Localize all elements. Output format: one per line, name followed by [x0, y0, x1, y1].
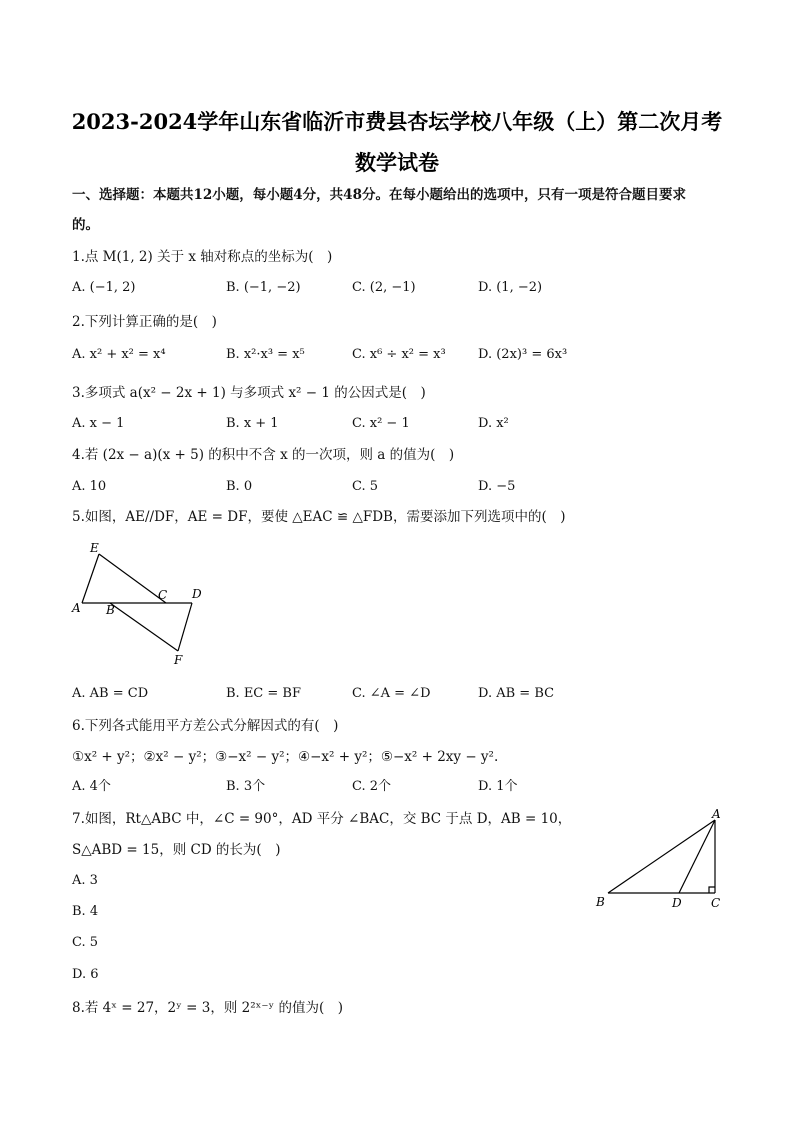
figure7-label-d: D — [672, 896, 682, 910]
exam-title-line2: 数学试卷 — [355, 150, 439, 175]
figure7-label-a: A — [712, 807, 721, 821]
question-7-option-d: D. 6 — [72, 967, 99, 982]
question-2-stem: 2.下列计算正确的是( ) — [72, 314, 217, 330]
question-6-option-a: A. 4个 — [72, 779, 111, 794]
question-5-option-b: B. EC = BF — [226, 686, 301, 701]
figure7-label-c: C — [711, 896, 721, 910]
question-7-option-a: A. 3 — [72, 873, 98, 888]
question-3-option-d: D. x² — [478, 416, 509, 431]
figure7-label-b: B — [596, 895, 605, 909]
question-6-items: ①x² + y²；②x² − y²；③−x² − y²；④−x² + y²；⑤−x² + 2xy − y². — [72, 749, 499, 765]
question-7-figure — [590, 806, 730, 914]
question-4-option-d: D. −5 — [478, 479, 516, 494]
question-7-stem-line2: S△ABD = 15，则 CD 的长为( ) — [72, 842, 281, 858]
question-6-option-c: C. 2个 — [352, 779, 392, 794]
question-5-stem: 5.如图，AE//DF，AE = DF，要使 △EAC ≌ △FDB，需要添加下列选项中的( ) — [72, 509, 566, 525]
question-4-option-a: A. 10 — [72, 479, 107, 494]
figure5-label-c: C — [158, 588, 168, 602]
question-2-option-a: A. x² + x² = x⁴ — [72, 347, 166, 362]
question-2-option-b: B. x²·x³ = x⁵ — [226, 347, 305, 362]
question-7-option-b: B. 4 — [72, 904, 99, 919]
question-6-stem: 6.下列各式能用平方差公式分解因式的有( ) — [72, 718, 339, 734]
question-5-figure — [66, 538, 206, 670]
question-6-option-b: B. 3个 — [226, 779, 266, 794]
question-1-option-a: A. (−1, 2) — [72, 280, 136, 295]
figure5-label-a: A — [72, 601, 81, 615]
question-1-stem: 1.点 M(1, 2) 关于 x 轴对称点的坐标为( ) — [72, 249, 333, 265]
question-3-stem: 3.多项式 a(x² − 2x + 1) 与多项式 x² − 1 的公因式是( ) — [72, 385, 426, 401]
question-1-option-b: B. (−1, −2) — [226, 280, 301, 295]
section-heading: 一、选择题：本题共12小题，每小题4分，共48分。在每小题给出的选项中，只有一项是符合题目要求 — [72, 187, 686, 203]
figure5-label-d: D — [192, 587, 202, 601]
question-4-option-b: B. 0 — [226, 479, 253, 494]
section-heading-cont: 的。 — [72, 217, 99, 233]
question-5-option-c: C. ∠A = ∠D — [352, 686, 431, 701]
question-2-option-c: C. x⁶ ÷ x² = x³ — [352, 347, 446, 362]
question-5-option-a: A. AB = CD — [72, 686, 149, 701]
question-7-option-c: C. 5 — [72, 935, 99, 950]
question-1-option-c: C. (2, −1) — [352, 280, 416, 295]
figure5-label-f: F — [174, 653, 183, 667]
question-4-option-c: C. 5 — [352, 479, 379, 494]
figure5-label-b: B — [106, 603, 115, 617]
question-4-stem: 4.若 (2x − a)(x + 5) 的积中不含 x 的一次项，则 a 的值为( ) — [72, 447, 455, 463]
question-3-option-a: A. x − 1 — [72, 416, 125, 431]
question-7-stem-line1: 7.如图，Rt△ABC 中，∠C = 90°，AD 平分 ∠BAC，交 BC 于点 D，AB = 10， — [72, 811, 572, 827]
question-6-option-d: D. 1个 — [478, 779, 518, 794]
question-5-option-d: D. AB = BC — [478, 686, 555, 701]
question-3-option-b: B. x + 1 — [226, 416, 279, 431]
question-3-option-c: C. x² − 1 — [352, 416, 410, 431]
exam-title-line1: 2023-2024学年山东省临沂市费县杏坛学校八年级（上）第二次月考 — [71, 109, 723, 134]
question-1-option-d: D. (1, −2) — [478, 280, 543, 295]
question-8-stem: 8.若 4ˣ = 27，2ʸ = 3，则 2²ˣ⁻ʸ 的值为( ) — [72, 1000, 344, 1016]
figure5-label-e: E — [90, 541, 99, 555]
question-2-option-d: D. (2x)³ = 6x³ — [478, 347, 568, 362]
